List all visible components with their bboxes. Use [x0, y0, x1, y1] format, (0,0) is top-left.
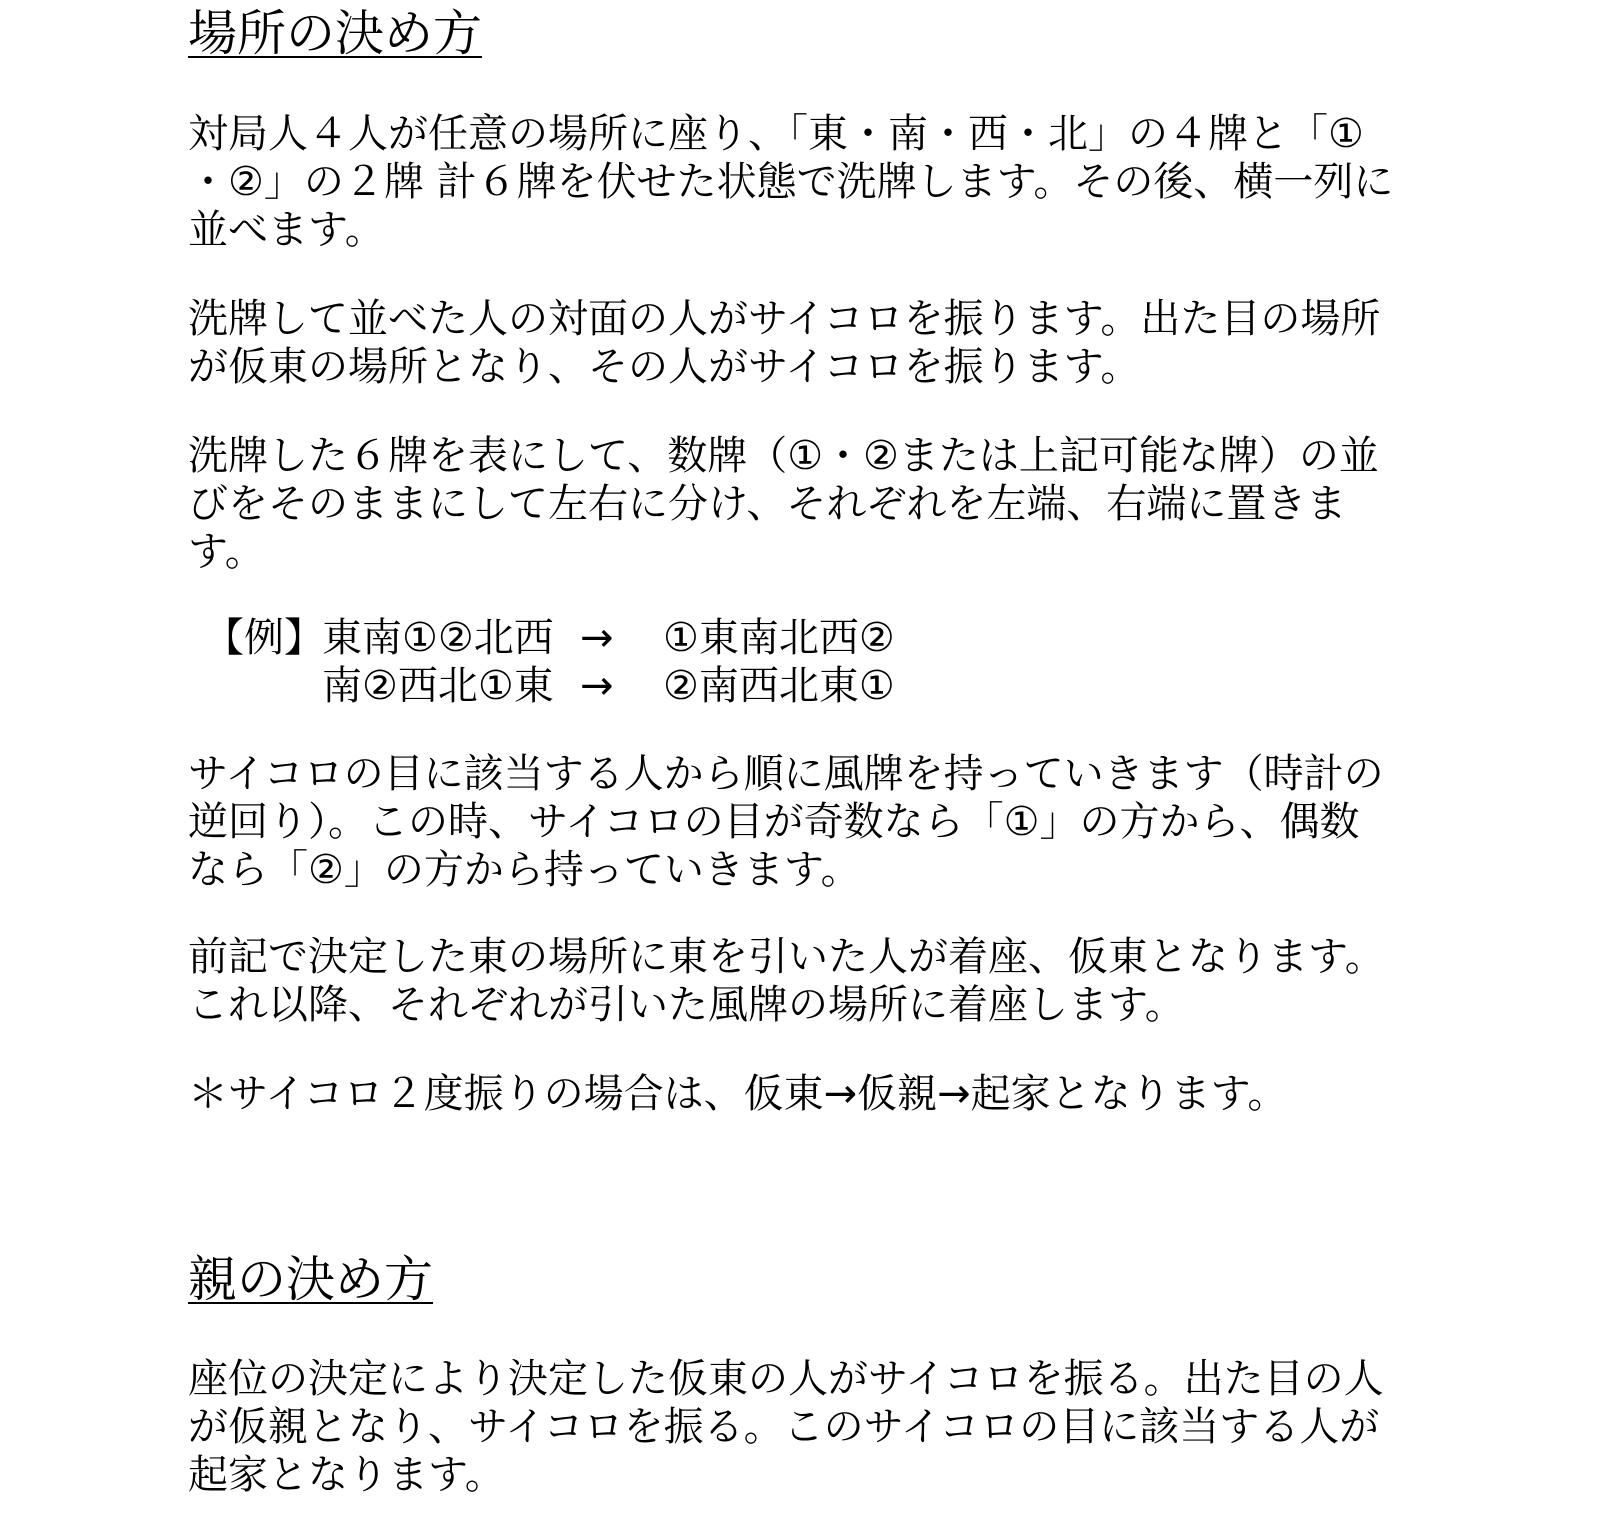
text-line: ＊サイコロ２度振りの場合は、仮東→仮親→起家となります。	[188, 1071, 1288, 1117]
example-block	[188, 614, 895, 710]
text-line: びをそのままにして左右に分け、それぞれを左端、右端に置きま	[188, 481, 1347, 527]
example-from: 東南①②北西	[322, 615, 554, 661]
section-heading-dealer: 親の決め方	[188, 1251, 434, 1308]
example-from: 南②西北①東	[322, 663, 554, 709]
paragraph-note-double-roll	[188, 1070, 1287, 1118]
example-arrow: →	[580, 663, 614, 709]
section-heading-seating: 場所の決め方	[188, 5, 483, 62]
example-to: ②南西北東①	[663, 663, 895, 709]
text-line: 逆回り）。この時、サイコロの目が奇数なら「①」の方から、偶数	[188, 799, 1360, 845]
paragraph-roll-dice	[188, 295, 1380, 391]
text-line: 起家となります。	[188, 1452, 505, 1498]
text-line: なら「②」の方から持っていきます。	[188, 847, 861, 893]
text-line: 座位の決定により決定した仮東の人がサイコロを振る。出た目の人	[188, 1356, 1384, 1402]
example-label-spacer	[204, 662, 322, 710]
paragraph-take-wind-tiles	[188, 750, 1384, 894]
text-line: 並べます。	[188, 207, 385, 253]
example-row	[188, 662, 895, 710]
text-line: ・②」の２牌 計６牌を伏せた状態で洗牌します。その後、横一列に	[188, 159, 1394, 205]
example-label: 【例】	[204, 615, 324, 661]
paragraph-reveal-tiles	[188, 432, 1379, 576]
text-line: 対局人４人が任意の場所に座り、「東・南・西・北」の４牌と「①	[188, 111, 1364, 157]
paragraph-take-seats	[188, 933, 1385, 1029]
text-line: 洗牌して並べた人の対面の人がサイコロを振ります。出た目の場所	[188, 296, 1381, 342]
text-line: 前記で決定した東の場所に東を引いた人が着座、仮東となります。	[188, 934, 1385, 980]
text-line: サイコロの目に該当する人から順に風牌を持っていきます（時計の	[188, 751, 1384, 797]
paragraph-shuffle-tiles	[188, 110, 1393, 254]
text-line: 洗牌した６牌を表にして、数牌（①・②または上記可能な牌）の並	[188, 433, 1379, 479]
text-line: す。	[188, 529, 265, 575]
text-line: が仮親となり、サイコロを振る。このサイコロの目に該当する人が	[188, 1404, 1380, 1450]
example-row	[188, 614, 895, 662]
example-arrow: →	[580, 615, 614, 661]
example-to: ①東南北西②	[663, 615, 895, 661]
text-line: これ以降、それぞれが引いた風牌の場所に着座します。	[188, 982, 1185, 1028]
paragraph-decide-dealer	[188, 1355, 1384, 1499]
text-line: が仮東の場所となり、その人がサイコロを振ります。	[188, 344, 1141, 390]
